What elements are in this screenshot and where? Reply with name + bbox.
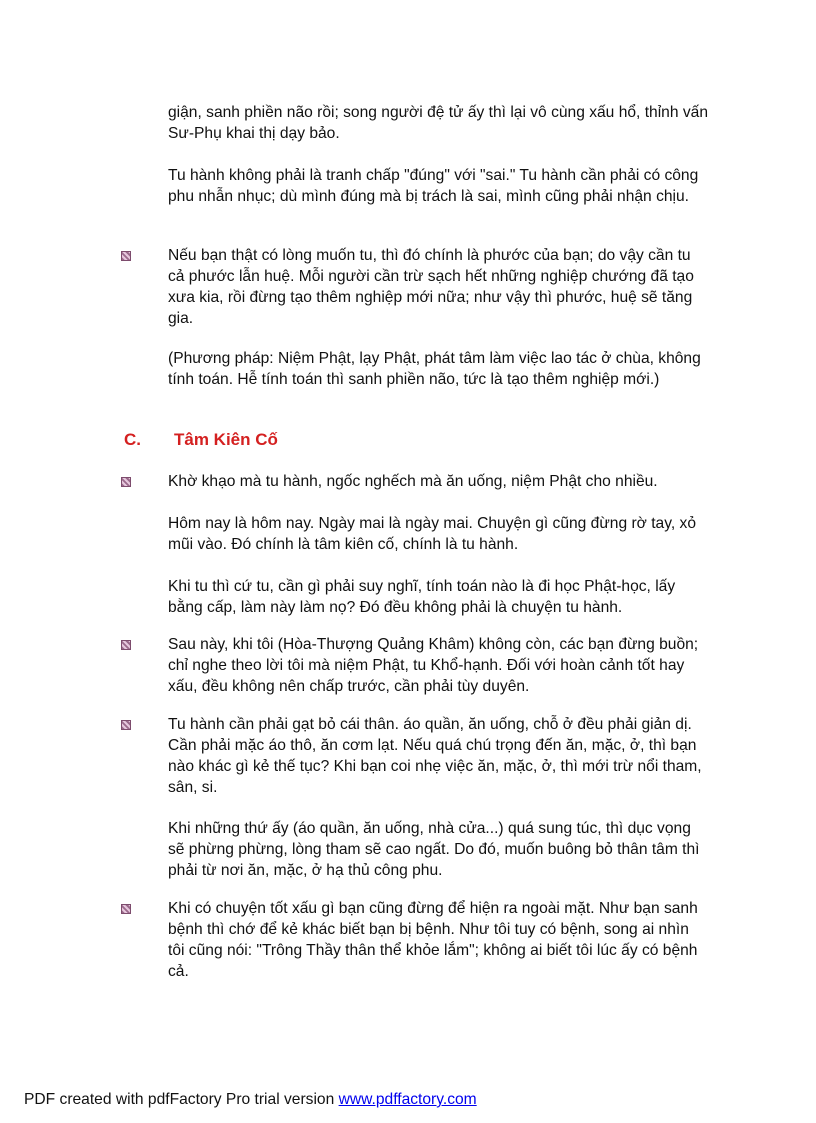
bullet-icon [121,904,131,914]
paragraph-1: giận, sanh phiền não rồi; song người đệ tử ấy thì lại vô cùng xấu hổ, thỉnh vấn Sư-Phụ khai thị dạy bảo. [168,104,708,142]
footer-text: PDF created with pdfFactory Pro trial version [24,1091,339,1108]
paragraph-3: Nếu bạn thật có lòng muốn tu, thì đó chính là phước của bạn; do vậy cần tu cả phước lẫn huệ. Mỗi người cần trừ sạch hết những nghiệp chướng đã tạo xưa kia, rồi đừng tạo thêm nghiệp mới nữa; như vậy thì phước, huệ sẽ tăng gia. [168,247,694,327]
paragraph-6: Hôm nay là hôm nay. Ngày mai là ngày mai. Chuyện gì cũng đừng rờ tay, xỏ mũi vào. Đó chính là tâm kiên cố, chính là tu hành. [168,515,697,553]
bullet-icon [121,251,131,261]
paragraph-2: Tu hành không phải là tranh chấp "đúng" với "sai." Tu hành cần phải có công phu nhẫn nhục; dù mình đúng mà bị trách là sai, mình cũng phải nhận chịu. [168,167,699,205]
paragraph-11: Khi có chuyện tốt xấu gì bạn cũng đừng để hiện ra ngoài mặt. Như bạn sanh bệnh thì chớ để kẻ khác biết bạn bị bệnh. Như tôi tuy có bệnh, song ai nhìn tôi cũng nói: "Trông Thầy thân thể khỏe lắm"; không ai biết tôi lúc ấy có bệnh cả. [168,900,698,980]
paragraph-10: Khi những thứ ấy (áo quần, ăn uống, nhà cửa...) quá sung túc, thì dục vọng sẽ phừng phừng, lòng tham sẽ cao ngất. Do đó, muốn buông bỏ thân tâm thì phải từ nơi ăn, mặc, ở hạ thủ công phu. [168,820,700,879]
paragraph-5: Khờ khạo mà tu hành, ngốc nghếch mà ăn uống, niệm Phật cho nhiều. [168,473,658,490]
section-title: Tâm Kiên Cố [174,430,278,449]
bullet-icon [121,477,131,487]
paragraph-9: Tu hành cần phải gạt bỏ cái thân. áo quần, ăn uống, chỗ ở đều phải giản dị. Cần phải mặc áo thô, ăn cơm lạt. Nếu quá chú trọng đến ăn, mặc, ở, thì bạn nào khác gì kẻ thế tục? Khi bạn coi nhẹ việc ăn, mặc, ở, thì mới trừ nổi tham, sân, si. [168,716,702,796]
bullet-icon [121,720,131,730]
footer-link[interactable]: www.pdffactory.com [338,1091,477,1108]
paragraph-7: Khi tu thì cứ tu, cần gì phải suy nghĩ, tính toán nào là đi học Phật-học, lấy bằng cấp, làm này làm nọ? Đó đều không phải là chuyện tu hành. [168,578,676,616]
paragraph-4: (Phương pháp: Niệm Phật, lạy Phật, phát tâm làm việc lao tác ở chùa, không tính toán. Hễ tính toán thì sanh phiền não, tức là tạo thêm nghiệp mới.) [168,350,701,388]
bullet-icon [121,640,131,650]
footer [24,1091,477,1109]
section-letter: C. [124,430,141,449]
paragraph-8: Sau này, khi tôi (Hòa-Thượng Quảng Khâm) không còn, các bạn đừng buồn; chỉ nghe theo lời tôi mà niệm Phật, tu Khổ-hạnh. Đối với hoàn cảnh tốt hay xấu, đều không nên chấp trước, cần phải tùy duyên. [168,636,699,695]
